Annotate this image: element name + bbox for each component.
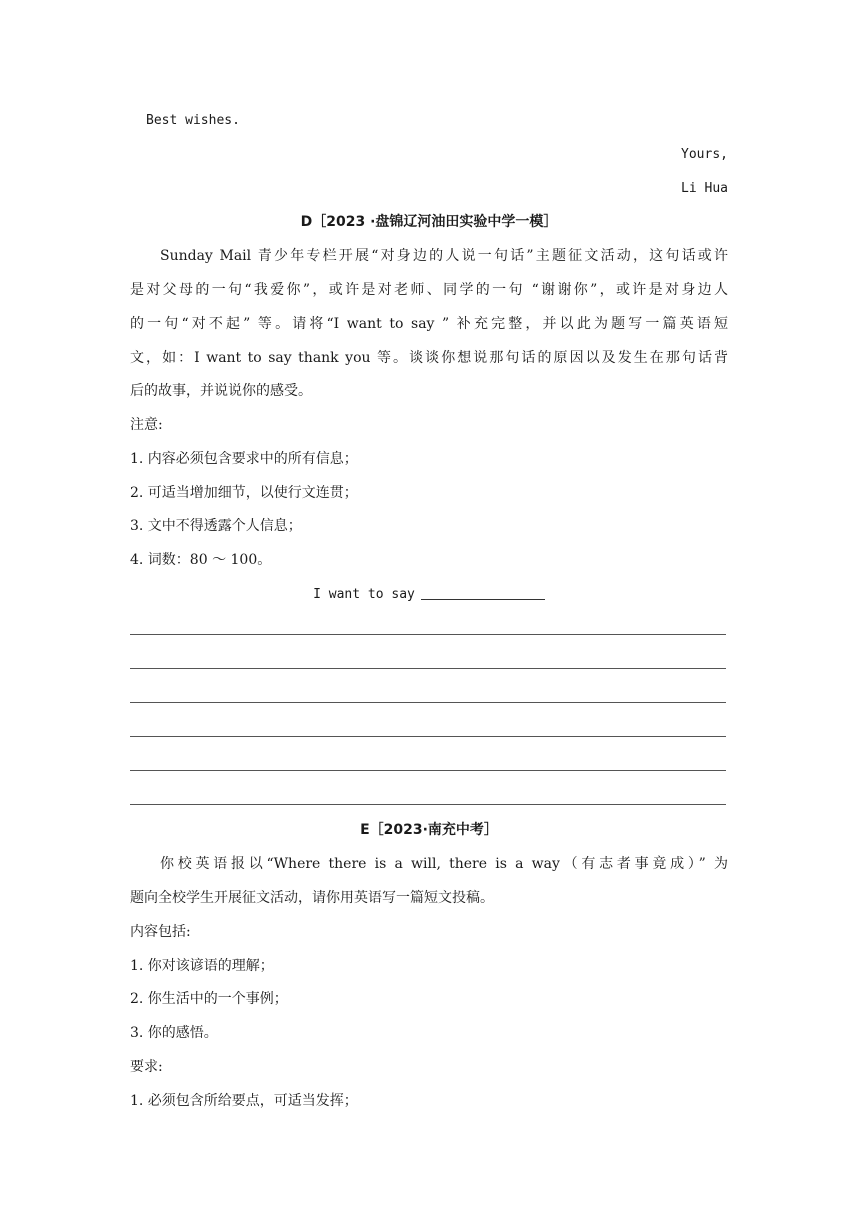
section-d-heading: D［2023 ·盘锦辽河油田实验中学一模］ <box>300 214 558 230</box>
writing-line[interactable] <box>130 736 726 737</box>
section-e-requirements-label: 要求: <box>130 1059 163 1075</box>
section-e-prompt-line: 题向全校学生开展征文活动，请你用英语写一篇短文投稿。 <box>130 890 494 906</box>
essay-title-text: I want to say <box>313 587 415 602</box>
section-d-note-item: 4. 词数：80 ～ 100。 <box>130 552 272 568</box>
writing-line[interactable] <box>130 668 726 669</box>
letter-closing: Best wishes. <box>146 113 240 128</box>
letter-signature-name: Li Hua <box>681 181 728 196</box>
section-e-requirement-item: 1. 必须包含所给要点，可适当发挥； <box>130 1093 358 1109</box>
section-d-notes-label: 注意: <box>130 417 163 433</box>
section-d-note-item: 1. 内容必须包含要求中的所有信息； <box>130 451 358 467</box>
section-d-prompt-line: 的一句“对不起” 等。请将“I want to say ” 补充完整，并以此为题写一篇英语短 <box>130 316 728 332</box>
letter-signoff: Yours, <box>681 147 728 162</box>
section-e-heading: E［2023·南充中考］ <box>360 822 498 838</box>
section-d-prompt-line: 是对父母的一句“我爱你”，或许是对老师、同学的一句 “谢谢你”，或许是对身边人 <box>130 282 728 298</box>
essay-title-line <box>130 584 728 605</box>
section-d-prompt-line: 后的故事，并说说你的感受。 <box>130 383 312 399</box>
writing-line[interactable] <box>130 702 726 703</box>
section-e-content-item: 3. 你的感悟。 <box>130 1025 218 1041</box>
writing-line[interactable] <box>130 804 726 805</box>
essay-title-blank[interactable] <box>421 585 545 600</box>
section-d-prompt-line: 文，如：I want to say thank you 等。谈谈你想说那句话的原因以及发生在那句话背 <box>130 350 728 366</box>
writing-line[interactable] <box>130 770 726 771</box>
section-e-content-item: 1. 你对该谚语的理解； <box>130 958 274 974</box>
document-page <box>130 0 728 1216</box>
section-d-prompt-line: Sunday Mail 青少年专栏开展“对身边的人说一句话”主题征文活动，这句话或许 <box>160 248 728 264</box>
section-e-prompt-line: 你校英语报以“Where there is a will, there is a way（有志者事竟成）” 为 <box>160 856 728 872</box>
section-e-content-item: 2. 你生活中的一个事例； <box>130 991 288 1007</box>
section-e-content-label: 内容包括: <box>130 924 191 940</box>
writing-line[interactable] <box>130 634 726 635</box>
section-d-note-item: 2. 可适当增加细节，以使行文连贯； <box>130 485 358 501</box>
section-d-note-item: 3. 文中不得透露个人信息； <box>130 518 302 534</box>
